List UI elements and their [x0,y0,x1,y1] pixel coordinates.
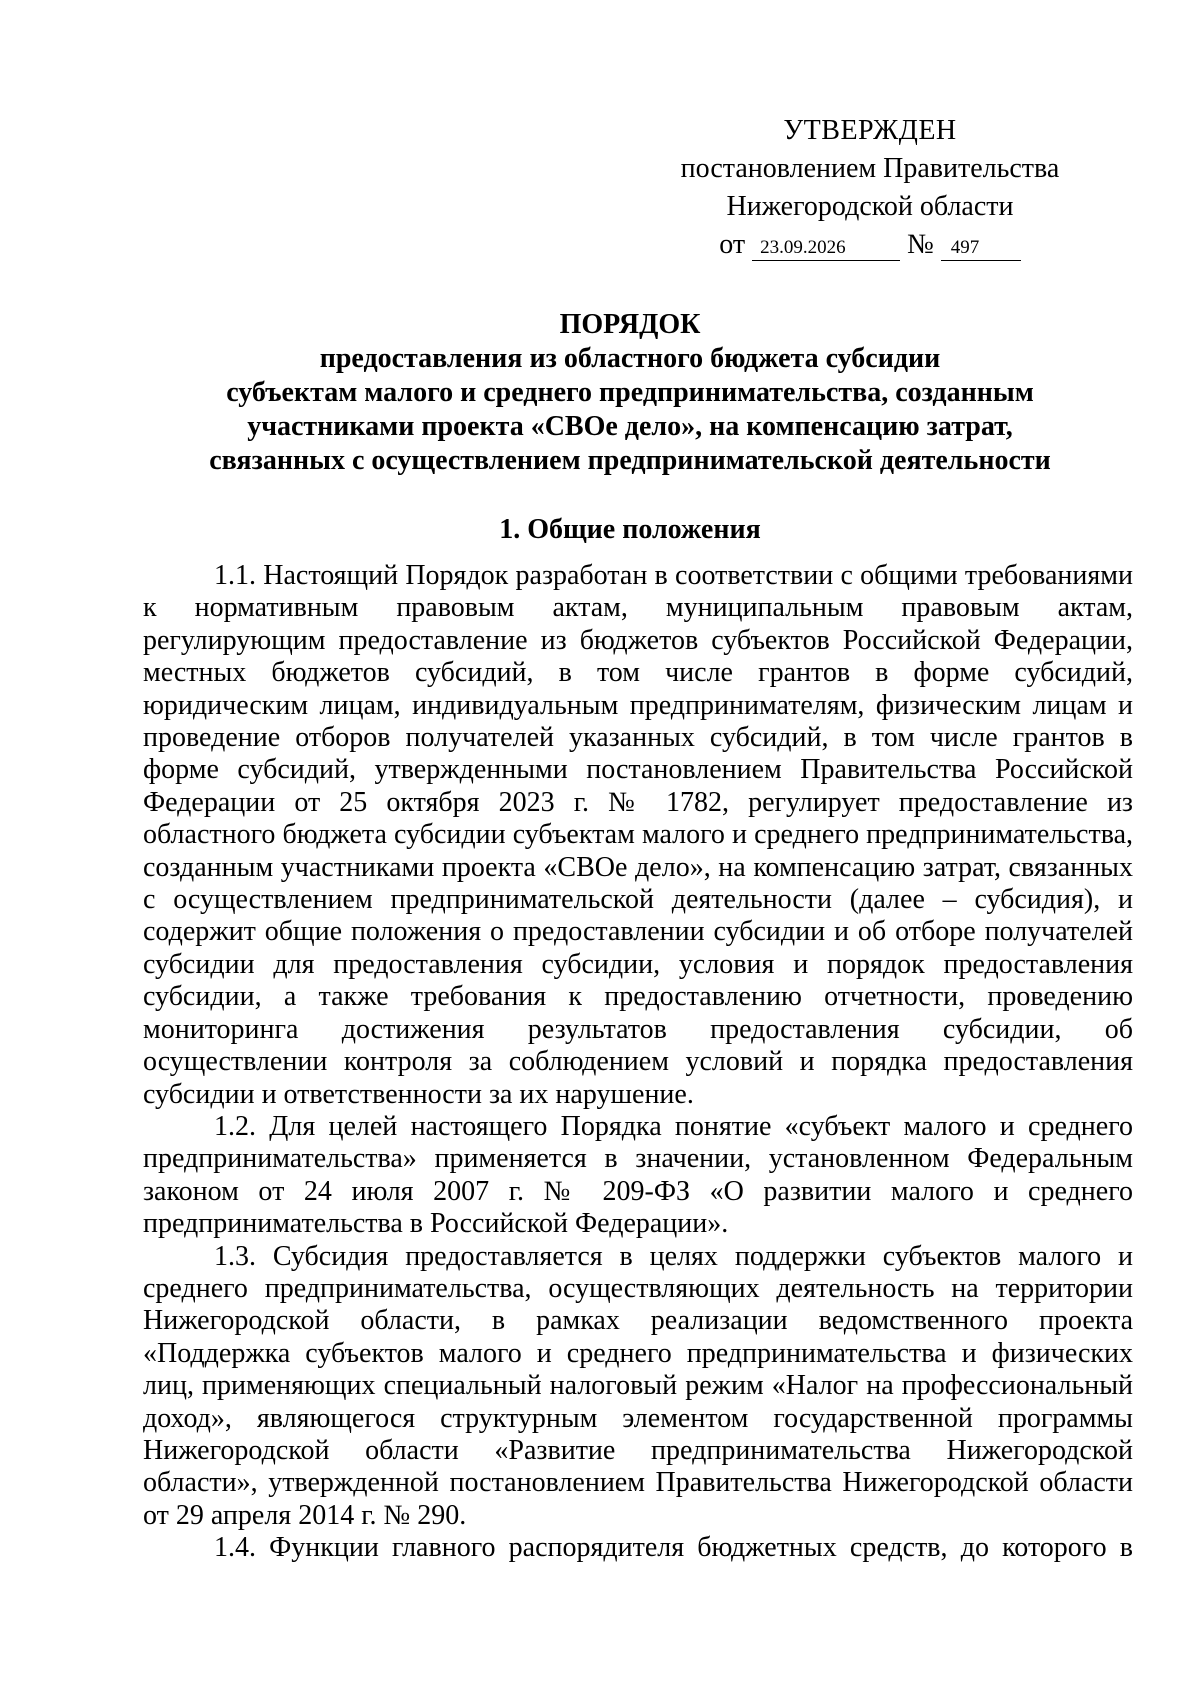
paragraph-1-3: 1.3. Субсидия предоставляется в целях поддержки субъектов малого и среднего предпринимательства, осуществляющих деятельность на территории Нижегородской области, в рамках реализации ведомственного проекта «Поддержка субъектов малого и среднего предпринимательства и физических лиц, применяющих специальный налоговый режим «Налог на профессиональный доход», являющегося структурным элементом государственной программы Нижегородской области «Развитие предпринимательства Нижегородской области», утвержденной постановлением Правительства Нижегородской области от 29 апреля 2014 г. № 290. [143,1240,1133,1531]
title-line-2: предоставления из областного бюджета субсидии [319,343,941,374]
paragraph-1-1: 1.1. Настоящий Порядок разработан в соответствии с общими требованиями к нормативным правовым актам, муниципальным правовым актам, регулирующим предоставление из бюджетов субъектов Российской Федерации, местных бюджетов субсидий, в том числе грантов в форме субсидий, юридическим лицам, индивидуальным предпринимателям, физическим лицам и проведение отборов получателей указанных субсидий, в том числе грантов в форме субсидий, утвержденными постановлением Правительства Российской Федерации от 25 октября 2023 г. № 1782, регулирует предоставление из областного бюджета субсидии субъектам малого и среднего предпринимательства, созданным участниками проекта «СВОе дело», на компенсацию затрат, связанных с осуществлением предпринимательской деятельности (далее – субсидия), и содержит общие положения о предоставлении субсидии и об отборе получателей субсидии для предоставления субсидии, условия и порядок предоставления субсидии, а также требования к предоставлению отчетности, проведению мониторинга достижения результатов предоставления субсидии, об осуществлении контроля за соблюдением условий и порядка предоставления субсидии и ответственности за их нарушение. [143,560,1133,1110]
approval-block [660,112,1080,264]
approval-heading: УТВЕРЖДЕН [783,115,957,146]
approval-line-1: постановлением Правительства [680,153,1060,184]
approval-date: 23.09.2026 [752,236,900,261]
section-heading: 1. Общие положения [499,514,761,545]
title-line-4: участниками проекта «СВОе дело», на компенсацию затрат, [247,411,1013,442]
paragraph-1-4: 1.4. Функции главного распорядителя бюджетных средств, до которого в [214,1532,1133,1564]
title-line-3: субъектам малого и среднего предпринимательства, созданным [226,377,1034,408]
title-line-5: связанных с осуществлением предпринимательской деятельности [209,445,1051,476]
section-body [143,560,1133,1565]
paragraph-1-2: 1.2. Для целей настоящего Порядка понятие «субъект малого и среднего предпринимательства» применяется в значении, установленном Федеральным законом от 24 июля 2007 г. № 209-ФЗ «О развитии малого и среднего предпринимательства в Российской Федерации». [143,1110,1133,1240]
title-line-1: ПОРЯДОК [559,309,701,340]
approval-date-line [719,226,1021,264]
from-label: от [719,229,746,260]
number-label: № [907,229,934,260]
document-title [130,308,1130,478]
approval-line-2: Нижегородской области [726,191,1014,222]
approval-number: 497 [941,236,1021,261]
